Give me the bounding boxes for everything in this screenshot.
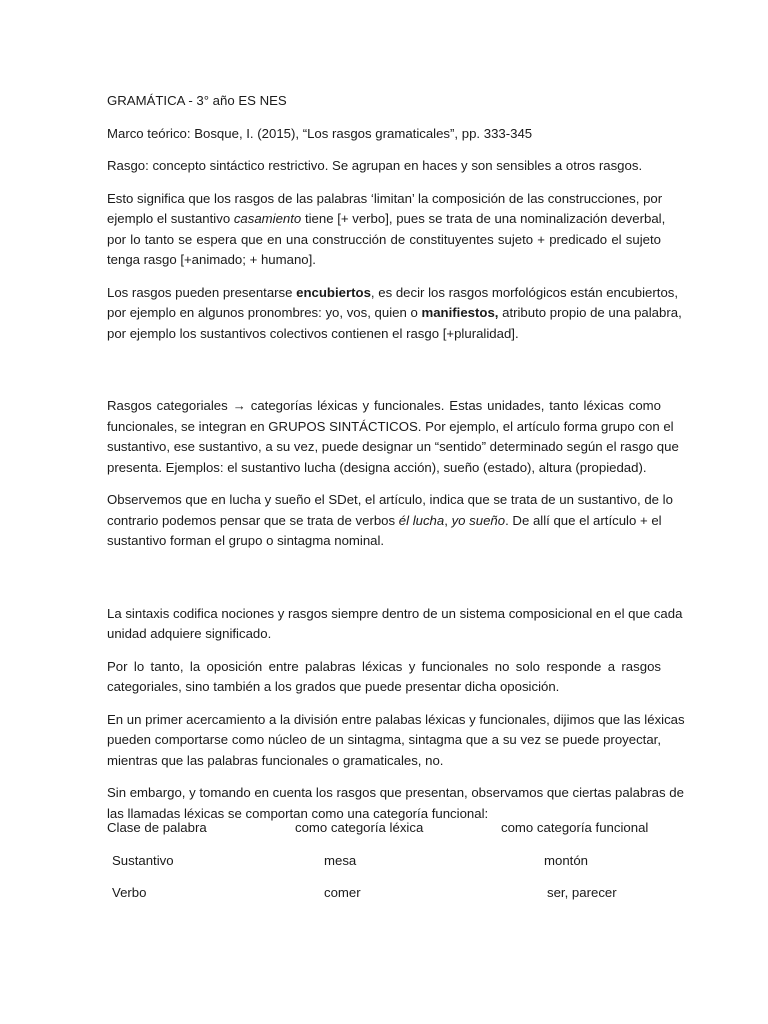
table-header-row xyxy=(107,818,667,838)
table-cell: Verbo xyxy=(112,885,147,900)
table-header-cell: como categoría léxica xyxy=(295,820,424,835)
paragraph-primer-acercamiento: En un primer acercamiento a la división entre palabas léxicas y funcionales, dijimos que las léxicas pueden comportarse como núcleo de un sintagma, sintagma que a su vez se puede proyectar, mientras que las palabras funcionales o gramaticales, no. xyxy=(107,711,685,768)
paragraph-por-lo-tanto: Por lo tanto, la oposición entre palabras léxicas y funcionales no solo responde a rasgos categoriales, sino también a los grados que puede presentar dicha oposición. xyxy=(107,658,661,694)
table-cell: comer xyxy=(324,885,361,900)
rasgo-definition: Rasgo: concepto sintáctico restrictivo. Se agrupan en haces y son sensibles a otros rasgos. xyxy=(107,158,643,173)
paragraph-sintaxis: La sintaxis codifica nociones y rasgos siempre dentro de un sistema composicional en el que cada unidad adquiere significado. xyxy=(107,605,683,641)
italic-el-lucha: él lucha xyxy=(398,512,445,528)
paragraph-observemos: Observemos que en lucha y sueño el SDet, el artículo, indica que se trata de un sustantivo, de lo contrario podemos pensar que se trata de verbos él lucha, yo sueño. De allí que el artículo + el sustantivo forman el grupo o sintagma nominal. xyxy=(107,492,673,548)
marco-teorico-line: Marco teórico: Bosque, I. (2015), “Los rasgos gramaticales”, pp. 333-345 xyxy=(107,125,533,141)
italic-yo-sueno: yo sueño xyxy=(451,512,506,528)
paragraph-sin-embargo: Sin embargo, y tomando en cuenta los rasgos que presentan, observamos que ciertas palabras de las llamadas léxicas se comportan como una categoría funcional: xyxy=(107,785,684,821)
table-row xyxy=(107,851,667,871)
table-header-cell: como categoría funcional xyxy=(501,820,649,835)
table-cell: montón xyxy=(544,853,588,868)
italic-casamiento: casamiento xyxy=(233,211,302,226)
paragraph-encubiertos-manifiestos: Los rasgos pueden presentarse encubiertos, es decir los rasgos morfológicos están encubiertos, por ejemplo en algunos pronombres: yo, vos, quien o manifiestos, atributo propio de una palabra, por ejemplo los sustantivos colectivos contienen el rasgo [+pluralidad]. xyxy=(107,284,682,341)
document-title: GRAMÁTICA - 3° año ES NES xyxy=(107,93,287,108)
table-row xyxy=(107,883,667,903)
paragraph-rasgos-categoriales: Rasgos categoriales → categorías léxicas y funcionales. Estas unidades, tanto léxicas como funcionales, se integran en GRUPOS SINTÁCTICOS. Por ejemplo, el artículo forma grupo con el sustantivo, ese sustantivo, a su vez, puede designar un “sentido” determinado según el rasgo que presenta. Ejemplos: el sustantivo lucha (designa acción), sueño (estado), altura (propiedad). xyxy=(107,398,679,475)
bold-encubiertos: encubiertos xyxy=(296,284,371,300)
paragraph-rasgos-limitan: Esto significa que los rasgos de las palabras ‘limitan’ la composición de las construcciones, por ejemplo el sustantivo casamiento tiene [+ verbo], pues se trata de una nominalización deverbal, por lo tanto se espera que en una construcción de constituyentes sujeto + predicado el sujeto tenga rasgo [+animado; + humano]. xyxy=(107,190,666,267)
table-cell: ser, parecer xyxy=(547,885,617,900)
table-cell: Sustantivo xyxy=(112,853,174,868)
table-cell: mesa xyxy=(324,853,357,868)
document-body xyxy=(107,91,685,824)
table-header-cell: Clase de palabra xyxy=(107,820,207,835)
word-class-table xyxy=(107,818,667,903)
bold-manifiestos: manifiestos, xyxy=(421,305,499,320)
